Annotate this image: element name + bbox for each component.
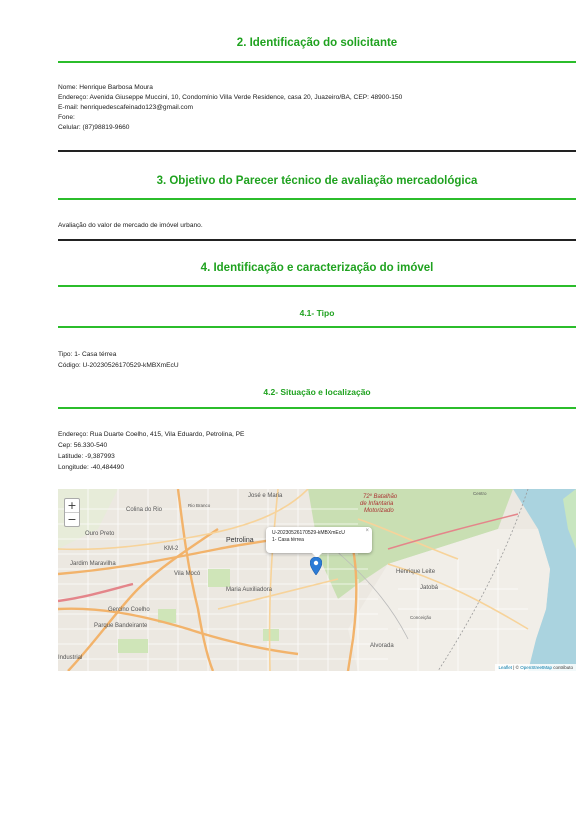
applicant-phone: Fone: xyxy=(58,114,75,121)
map-label: Colina do Rio xyxy=(126,507,163,513)
popup-code: U-20230526170529-kMBXmEcU xyxy=(272,530,345,536)
map-label: Ouro Preto xyxy=(85,531,115,537)
map-label: Vila Mocó xyxy=(174,571,201,577)
map-label: Jatobá xyxy=(420,585,439,591)
map-label: de Infantaria xyxy=(360,501,394,507)
property-code: Código: U-20230526170529-kMBXmEcU xyxy=(58,362,179,369)
map-label: Parque Bandeirante xyxy=(94,623,148,629)
map-label: Conceição xyxy=(410,615,432,620)
green-rule xyxy=(58,198,576,200)
location-cep: Cep: 56.330-540 xyxy=(58,442,108,449)
section-2-title: 2. Identificação do solicitante xyxy=(236,37,398,49)
applicant-mobile: Celular: (87)98819-9660 xyxy=(58,124,130,131)
black-rule xyxy=(58,239,576,241)
map-attribution: Leaflet | © OpenStreetMap contributo xyxy=(495,664,576,671)
map-label: Jardim Maravilha xyxy=(70,561,116,567)
green-rule xyxy=(58,285,576,287)
map-label: Gercino Coelho xyxy=(108,607,150,613)
map-label: Rio Branco xyxy=(188,503,211,508)
property-type: Tipo: 1- Casa térrea xyxy=(58,351,117,358)
zoom-out-button[interactable]: − xyxy=(67,513,77,526)
map-tiles xyxy=(58,489,576,671)
map-label: Alvorada xyxy=(370,643,394,649)
subsection-tipo-title: 4.1- Tipo xyxy=(299,308,335,318)
location-latitude: Latitude: -9,387993 xyxy=(58,453,115,460)
map-label: Industrial xyxy=(58,655,83,661)
objective-text: Avaliação do valor de mercado de imóvel urbano. xyxy=(58,222,203,229)
map-label: 72º Batalhão xyxy=(363,494,398,500)
osm-link[interactable]: OpenStreetMap xyxy=(520,665,552,670)
zoom-in-button[interactable]: + xyxy=(65,499,79,513)
section-3-title: 3. Objetivo do Parecer técnico de avaliação mercadológica xyxy=(156,175,478,187)
green-rule xyxy=(58,407,576,409)
black-rule xyxy=(58,150,576,152)
map-label: Henrique Leite xyxy=(396,569,436,575)
popup-type: 1- Casa térrea xyxy=(272,537,304,543)
map-popup xyxy=(266,527,372,553)
applicant-email: E-mail: henriquedescafeinado123@gmail.com xyxy=(58,104,193,111)
subsection-location-title: 4.2- Situação e localização xyxy=(263,387,371,397)
map-label: Maria Auxiliadora xyxy=(226,587,273,593)
green-rule xyxy=(58,326,576,328)
map-label: Petrolina xyxy=(226,537,254,544)
map-zoom-control xyxy=(64,498,80,527)
green-rule xyxy=(58,61,576,63)
map-label: José e Maria xyxy=(248,493,283,499)
applicant-name: Nome: Henrique Barbosa Moura xyxy=(58,84,153,91)
applicant-address: Endereço: Avenida Giuseppe Muccini, 10, Condomínio Villa Verde Residence, casa 20, Juazeiro/BA, CEP: 48900-150 xyxy=(58,94,403,101)
map-label: Centro xyxy=(473,491,487,496)
map-label: KM-2 xyxy=(164,546,179,552)
leaflet-link[interactable]: Leaflet xyxy=(498,665,512,670)
map-label: Motorizado xyxy=(364,508,394,514)
location-longitude: Longitude: -40,484490 xyxy=(58,464,124,471)
popup-close-button[interactable]: × xyxy=(365,528,369,534)
location-address: Endereço: Rua Duarte Coelho, 415, Vila Eduardo, Petrolina, PE xyxy=(58,431,245,438)
location-map[interactable] xyxy=(58,489,576,671)
section-4-title: 4. Identificação e caracterização do imóvel xyxy=(200,262,434,274)
